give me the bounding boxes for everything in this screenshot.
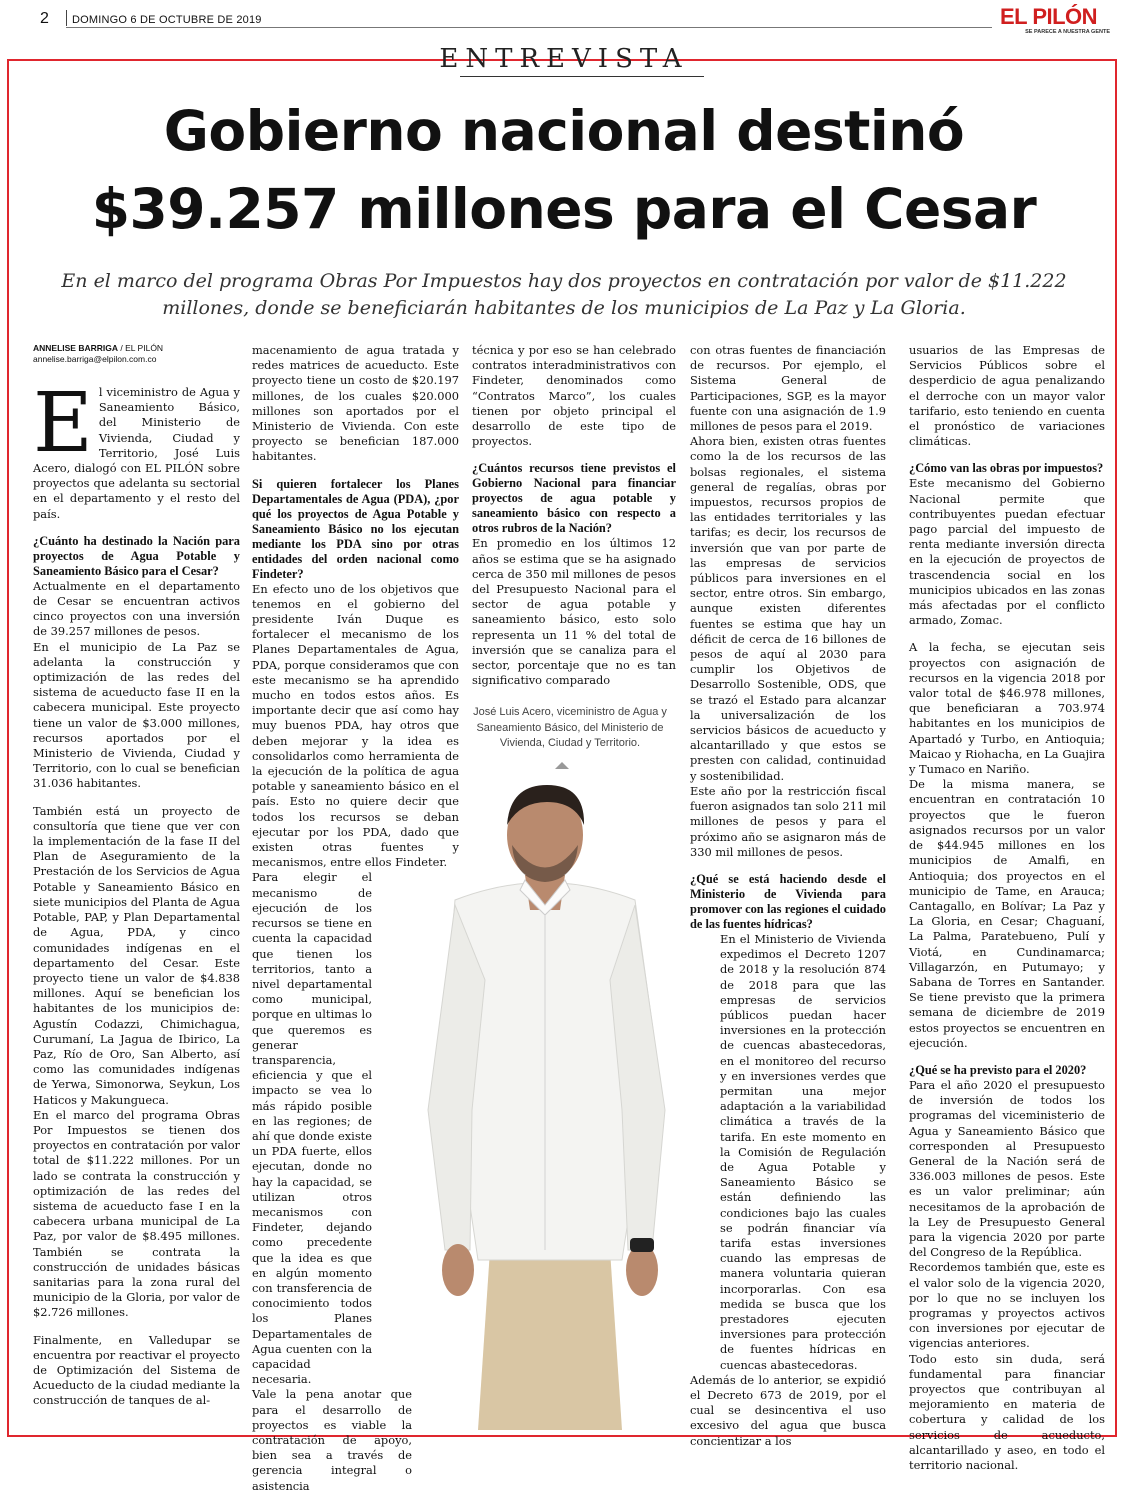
question: Si quieren fortalecer los Planes Departamentales de Agua (PDA), ¿por qué los proyectos de Agua Potable y Saneamiento Básico no los ejecutan mediante los PDA sino por otras entidades del orden nacional como Findeter? bbox=[252, 476, 459, 581]
question: ¿Qué se ha previsto para el 2020? bbox=[909, 1062, 1087, 1077]
article-column-1 bbox=[33, 343, 240, 1409]
paragraph: Este mecanismo del Gobierno Nacional permite que contribuyentes puedan efectuar pago parcial del impuesto de renta mediante inversión directa en la ejecución de proyectos de trascendencia social en los municipios ubicados en las zonas más afectadas por el conflicto armado, Zomac. bbox=[909, 476, 1105, 628]
wristwatch-icon bbox=[630, 1238, 654, 1252]
paragraph: En efecto uno de los objetivos que tenemos en el gobierno del presidente Iván Duque es fortalecer el mecanismo de los Planes Departamentales de Agua, PDA, porque consideramos que con este mecanismo se ha aprendido mucho en todos estos años. Es importante decir que así como hay muy buenos PDA, hay otros que deben mejorar y la idea es consolidarlos como herramienta de la ejecución de la política de agua potable y saneamiento básico en el país. Esto no quiere decir que todos los recursos se deban ejecutar por los PDA, dado que existen otras fuentes y mecanismos, entre ellos Findeter. bbox=[252, 581, 459, 870]
left-hand bbox=[442, 1244, 474, 1296]
paragraph: Además de lo anterior, se expidió el Decreto 673 de 2019, por el cual se desincentiva el uso excesivo del agua que busca concientizar a los bbox=[690, 1372, 886, 1448]
paragraph: Para elegir el mecanismo de ejecución de los recursos se tiene en cuenta la capacidad que tienen los territorios, tanto a nivel departamental como municipal, porque en ultimas lo que queremos es generar transparencia, eficiencia y que el impacto se vea lo más rápido posible en las regiones; de ahí que donde existe un PDA fuerte, ellos ejecutan, donde no hay la capacidad, se utilizan otros mecanismos con Findeter, dejando como precedente que la idea es que en algún momento con transferencia de conocimiento todos los Planes Departamentales de Agua cuenten con la capacidad necesaria. bbox=[252, 870, 372, 1387]
paragraph: técnica y por eso se han celebrado contratos interadministrativos con Findeter, denominados como “Contratos Marco”, los cuales tienen por objeto principal el desarrollo de este tipo de proyectos. bbox=[472, 343, 676, 449]
headline bbox=[20, 92, 1108, 248]
byline-outlet: / EL PILÓN bbox=[120, 343, 164, 353]
paragraph: usuarios de las Empresas de Servicios Públicos sobre el desperdicio de agua penalizando el derroche con un mayor valor tarifario, esto teniendo en cuenta el pronóstico de variaciones climáticas. bbox=[909, 343, 1105, 449]
intro-paragraph bbox=[33, 376, 240, 522]
paragraph: con otras fuentes de financiación de recursos. Por ejemplo, el Sistema General de Participaciones, SGP, es la mayor fuente con una asignación de 1.9 millones de pesos para el 2019. bbox=[690, 343, 886, 434]
paragraph: Todo esto sin duda, será fundamental para financiar proyectos que contribuyan al mejoramiento en materia de cobertura y calidad de los servicios de acueducto, alcantarillado y aseo, en todo el territorio nacional. bbox=[909, 1351, 1105, 1473]
drop-cap: E bbox=[33, 376, 93, 471]
section-label: ENTREVISTA bbox=[439, 44, 689, 74]
paragraph: En promedio en los últimos 12 años se estima que se ha asignado cerca de 350 mil millones de pesos del Presupuesto Nacional para el sector de agua potable y saneamiento básico, esto solo representa un 11 % del total de inversión que se canaliza para el sector, porcentaje que no es tan significativo comparado bbox=[472, 536, 676, 688]
paragraph: Recordemos también que, este es el valor solo de la vigencia 2020, por lo que no se incluyen los programas y proyectos activos con inversiones por ejecutar de vigencias anteriores. bbox=[909, 1260, 1105, 1351]
paragraph: Actualmente en el departamento de Cesar se encuentran activos cinco proyectos con una inversión de 39.257 millones de pesos. bbox=[33, 578, 240, 639]
page-number: 2 bbox=[40, 10, 49, 27]
page-header bbox=[0, 0, 1128, 40]
photo-caption: José Luis Acero, viceministro de Agua y Saneamiento Básico, del Ministerio de Vivienda, Ciudad y Territorio. bbox=[473, 706, 667, 749]
portrait-photo bbox=[360, 780, 730, 1430]
paragraph: También está un proyecto de consultoría que tiene que ver con la implementación de la fase II del Plan de Aseguramiento de la Prestación de los Servicios de Agua Potable y Saneamiento Básico en siete municipios del Planta de Agua Potable, PAP, y Plan Departamental de Agua, PDA, y cinco comunidades indígenas en el departamento del Cesar. Este proyecto tiene un valor de $4.838 millones. Aquí se benefician los habitantes de los municipios de: Agustín Codazzi, Chimichagua, Curumaní, La Jagua de Ibirico, La Paz, Río de Oro, San Alberto, así como las comunidades indígenas de Yerwa, Simonorwa, Seykun, Los Haticos y Makungueca. bbox=[33, 803, 240, 1107]
question: ¿Cómo van las obras por impuestos? bbox=[909, 461, 1104, 476]
logo-tagline: SE PARECE A NUESTRA GENTE bbox=[1025, 29, 1110, 35]
header-divider bbox=[66, 10, 67, 26]
byline-author: ANNELISE BARRIGA bbox=[33, 343, 119, 353]
section-rule bbox=[460, 76, 704, 77]
headline-line-2: $39.257 millones para el Cesar bbox=[91, 177, 1037, 241]
paragraph: Finalmente, en Valledupar se encuentra por reactivar el proyecto de Optimización del Sistema de Acueducto de la ciudad mediante la construcción de tanques de al- bbox=[33, 1332, 240, 1408]
header-rule bbox=[66, 27, 992, 28]
paragraph: En el municipio de La Paz se adelanta la construcción y optimización de las redes del sistema de acueducto fase II en la cabecera municipal. Este proyecto tiene un valor de $3.000 millones, recursos aportados por el Ministerio de Vivienda, Ciudad y Territorio, con lo cual se benefician 31.036 habitantes. bbox=[33, 639, 240, 791]
trousers bbox=[478, 1250, 622, 1430]
intro-text: l viceministro de Agua y Saneamiento Básico, del Ministerio de Vivienda, Ciudad y Territorio, José Luis Acero, dialogó con EL PILÓN sobre proyectos que adelanta su sectorial en el departamento y el resto del país. bbox=[33, 385, 240, 521]
paragraph: En el Ministerio de Vivienda expedimos el Decreto 1207 de 2018 y la resolución 874 de 2018 para que las empresas de servicios públicos puedan hacer inversiones en la protección de cuencas abastecedoras, en el monitoreo del recurso y en inversiones verdes que permitan una mejor adaptación a la variabilidad climática a través de la tarifa. En este momento en la Comisión de Regulación de Agua Potable y Saneamiento Básico se están definiendo las condiciones bajo las cuales se podrán financiar vía tarifa estas inversiones cuando las empresas de manera voluntaria quieran incorporarlas. Con esa medida se busca que los prestadores ejecuten inversiones para protección de fuentes hídricas en cuencas abastecedoras. bbox=[720, 931, 886, 1372]
article-column-3 bbox=[472, 343, 676, 688]
newspaper-logo bbox=[1000, 6, 1110, 36]
paragraph: Vale la pena anotar que para el desarrollo de proyectos es viable la contratación de apoyo, bien sea a través de gerencia integral o asistencia bbox=[252, 1387, 412, 1493]
standfirst: En el marco del programa Obras Por Impuestos hay dos proyectos en contratación por valor de $11.222 millones, donde se beneficiarán habitantes de los municipios de La Paz y La Gloria. bbox=[61, 270, 1067, 319]
paragraph: Ahora bien, existen otras fuentes como la de los recursos de las bolsas regionales, el sistema general de regalías, obras por impuestos, recursos propios de las entidades territoriales y las tarifas; es decir, los recursos de inversión que van por parte de las empresas de servicios públicos para inversiones en el sector, entre otros. Sin embargo, aunque existen diferentes fuentes se estima que hay un déficit de cerca de 16 billones de pesos de aquí al 2030 para cumplir los Objetivos de Desarrollo Sostenible, ODS, que se trazó el Estado para alcanzar la universalización de los servicios básicos de acueducto y alcantarillado y que estos se presten con calidad, continuidad y sostenibilidad. bbox=[690, 434, 886, 783]
question: ¿Cuánto ha destinado la Nación para proyectos de Agua Potable y Saneamiento Básico para el Cesar? bbox=[33, 533, 240, 578]
issue-date: DOMINGO 6 DE OCTUBRE DE 2019 bbox=[72, 14, 262, 26]
paragraph: En el marco del programa Obras Por Impuestos se tienen dos proyectos en contratación por valor total de $11.222 millones. Por un lado se contrata la construcción y optimización de las redes del sistema de acueducto fase I en la cabecera urbana municipal de La Paz, por valor de $8.495 millones. También se contrata la construcción de unidades básicas sanitarias para la zona rural del municipio de la Gloria, por valor de $2.726 millones. bbox=[33, 1107, 240, 1320]
headline-line-1: Gobierno nacional destinó bbox=[163, 99, 965, 163]
paragraph: A la fecha, se ejecutan seis proyectos con asignación de recursos en la vigencia 2018 por valor total de $46.978 millones, que beneficiaran a 703.974 habitantes en los municipios de Apartadó y Turbo, en Antioquia; Maicao y Riohacha, en La Guajira y Tumaco en Nariño. bbox=[909, 640, 1105, 777]
paragraph: macenamiento de agua tratada y redes matrices de acueducto. Este proyecto tiene un costo de $20.197 millones, de los cuales $20.000 millones son aportados por el Ministerio de Vivienda. Con este proyecto se benefician 187.000 habitantes. bbox=[252, 343, 459, 464]
byline bbox=[33, 343, 240, 354]
article-column-5 bbox=[909, 343, 1105, 1473]
caption-pointer-icon bbox=[555, 762, 569, 769]
byline-email: annelise.barriga@elpilon.com.co bbox=[33, 354, 157, 364]
paragraph: Este año por la restricción fiscal fueron asignados tan solo 211 mil millones de pesos y para el próximo año se asignaron más de 330 mil millones de pesos. bbox=[690, 783, 886, 859]
paragraph: De la misma manera, se encuentran en contratación 10 proyectos que le fueron asignados recursos por un valor de $44.945 millones en los municipios de Amalfi, en Antioquia; dos proyectos en el municipio de Tame, en Arauca; Cantagallo, en Bolívar; La Paz y La Gloria, en Cesar; Chaguaní, La Palma, Paratebueno, Pulí y Viotá, en Cundinamarca; Villagarzón, en Putumayo; y Sabana de Torres en Santander. Se tiene previsto que la primera semana de diciembre de 2019 estos proyectos se encuentren en ejecución. bbox=[909, 777, 1105, 1050]
question: ¿Cuántos recursos tiene previstos el Gobierno Nacional para financiar proyectos de agua potable y saneamiento básico con respecto a otros rubros de la Nación? bbox=[472, 461, 676, 536]
paragraph: Para el año 2020 el presupuesto de inversión de todos los programas del viceministerio de Agua y Saneamiento Básico que corresponden al Presupuesto General de la Nación será de 336.003 millones de pesos. Este es un valor preliminar; aún necesitamos de la aprobación de la Ley de Presupuesto General para la vigencia 2020 por parte del Congreso de la República. bbox=[909, 1077, 1105, 1260]
question: ¿Qué se está haciendo desde el Ministerio de Vivienda para promover con las regiones el cuidado de las fuentes hídricas? bbox=[690, 871, 886, 931]
logo-name: EL PILÓN bbox=[1000, 4, 1098, 29]
